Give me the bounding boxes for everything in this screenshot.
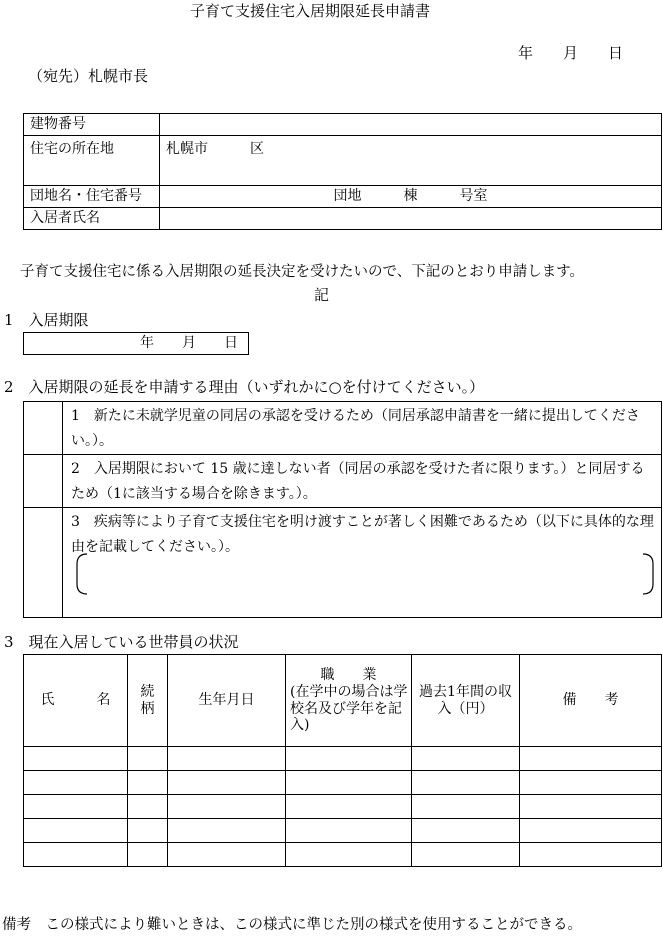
member-income-cell[interactable]: [412, 747, 520, 771]
reason-detail-bracket[interactable]: [75, 552, 655, 596]
member-remarks-cell[interactable]: [520, 843, 662, 867]
member-income-cell[interactable]: [412, 819, 520, 843]
member-occupation-cell[interactable]: [286, 795, 412, 819]
member-relation-cell[interactable]: [128, 747, 168, 771]
member-remarks-cell[interactable]: [520, 747, 662, 771]
member-occupation-cell[interactable]: [286, 771, 412, 795]
applicant-info-table: [23, 113, 662, 230]
section2-title: 2 入居期限の延長を申請する理由（いずれかに○を付けてください。）: [4, 378, 485, 396]
member-remarks-cell[interactable]: [520, 795, 662, 819]
complex-label: 団地名・住宅番号: [24, 186, 160, 208]
table-row: [24, 819, 662, 843]
header-birthdate: 生年月日: [168, 655, 286, 747]
intro-text: 子育て支援住宅に係る入居期限の延長決定を受けたいので、下記のとおり申請します。: [20, 264, 585, 280]
resident-name-field[interactable]: [160, 208, 662, 230]
member-occupation-cell[interactable]: [286, 819, 412, 843]
member-birthdate-cell[interactable]: [168, 843, 286, 867]
member-name-cell[interactable]: [24, 795, 128, 819]
section1-title: 1 入居期限: [4, 311, 89, 329]
complex-field[interactable]: 団地 棟 号室: [160, 186, 662, 208]
member-occupation-cell[interactable]: [286, 843, 412, 867]
member-relation-cell[interactable]: [128, 843, 168, 867]
address-label: 住宅の所在地: [24, 136, 160, 186]
building-number-label: 建物番号: [24, 114, 160, 136]
member-income-cell[interactable]: [412, 843, 520, 867]
reason-2-text: 2 入居期限において 15 歳に達しない者（同居の承認を受けた者に限ります。）と同居するため（1に該当する場合を除きます。）。: [63, 455, 662, 508]
date-line[interactable]: 年 月 日: [518, 44, 624, 62]
header-occupation-title: 職 業: [320, 666, 377, 683]
header-income: 過去1年間の収入（円）: [412, 655, 520, 747]
address-field[interactable]: 札幌市 区: [160, 136, 662, 186]
section3-title: 3 現在入居している世帯員の状況: [4, 633, 239, 651]
member-remarks-cell[interactable]: [520, 819, 662, 843]
reason-3-mark-cell[interactable]: [24, 508, 63, 618]
household-table: [23, 654, 662, 867]
reason-1-text: 1 新たに未就学児童の同居の承認を受けるため（同居承認申請書を一緒に提出してください。）。: [63, 402, 662, 455]
header-name: 氏 名: [24, 655, 128, 747]
addressee: （宛先）札幌市長: [28, 67, 149, 85]
member-birthdate-cell[interactable]: [168, 819, 286, 843]
header-relation: 続柄: [128, 655, 168, 747]
page-title: 子育て支援住宅入居期限延長申請書: [190, 2, 431, 20]
reason-3-text: 3 疾病等により子育て支援住宅を明け渡すことが著しく困難であるため（以下に具体的な理由を記載してください。）。: [63, 508, 662, 618]
building-number-field[interactable]: [160, 114, 662, 136]
member-name-cell[interactable]: [24, 819, 128, 843]
member-relation-cell[interactable]: [128, 771, 168, 795]
member-relation-cell[interactable]: [128, 795, 168, 819]
member-birthdate-cell[interactable]: [168, 747, 286, 771]
member-name-cell[interactable]: [24, 747, 128, 771]
member-birthdate-cell[interactable]: [168, 771, 286, 795]
member-name-cell[interactable]: [24, 771, 128, 795]
footer-note: 備考 この様式により難いときは、この様式に準じた別の様式を使用することができる。: [2, 917, 582, 933]
member-occupation-cell[interactable]: [286, 747, 412, 771]
member-income-cell[interactable]: [412, 795, 520, 819]
member-name-cell[interactable]: [24, 843, 128, 867]
reason-2-mark-cell[interactable]: [24, 455, 63, 508]
header-occupation-note: (在学中の場合は学校名及び学年を記入): [290, 683, 408, 734]
household-rows: [24, 747, 662, 867]
expiry-date-field[interactable]: 年 月 日: [24, 333, 249, 355]
member-birthdate-cell[interactable]: [168, 795, 286, 819]
table-row: [24, 771, 662, 795]
ki-heading: 記: [314, 286, 330, 304]
header-remarks: 備 考: [520, 655, 662, 747]
member-income-cell[interactable]: [412, 771, 520, 795]
member-remarks-cell[interactable]: [520, 771, 662, 795]
resident-name-label: 入居者氏名: [24, 208, 160, 230]
header-occupation: [286, 655, 412, 747]
member-relation-cell[interactable]: [128, 819, 168, 843]
table-row: [24, 747, 662, 771]
table-row: [24, 795, 662, 819]
table-row: [24, 843, 662, 867]
reason-1-mark-cell[interactable]: [24, 402, 63, 455]
expiry-date-box: [23, 332, 249, 355]
